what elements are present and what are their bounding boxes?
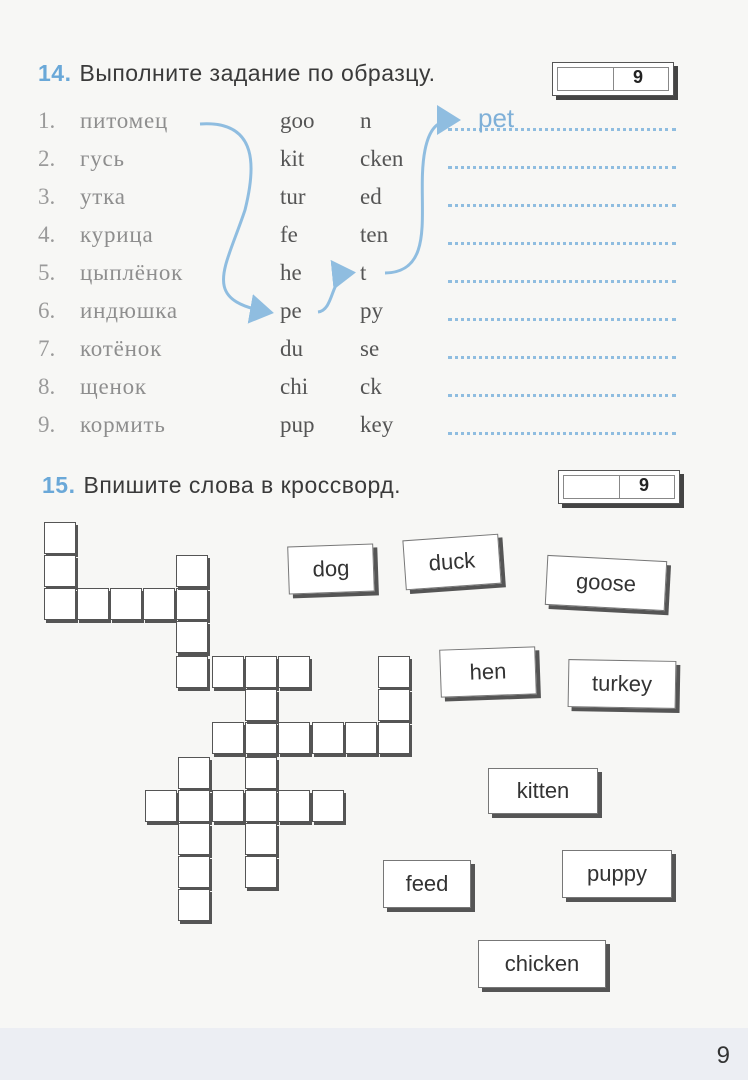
answer-line[interactable]	[448, 432, 676, 435]
crossword-cell[interactable]	[212, 656, 244, 688]
crossword-cell[interactable]	[44, 522, 76, 554]
row-number: 5.	[38, 260, 56, 285]
word-part-start: chi	[280, 374, 309, 399]
task14-row	[0, 184, 748, 222]
task14-row	[0, 298, 748, 336]
task14-heading	[38, 60, 436, 87]
crossword-cell[interactable]	[278, 656, 310, 688]
crossword-cell[interactable]	[245, 757, 277, 789]
word-part-start: tur	[280, 184, 306, 209]
crossword-cell[interactable]	[245, 656, 277, 688]
task15-score-box	[558, 470, 680, 504]
word-part-end: se	[360, 336, 380, 361]
crossword-cell[interactable]	[378, 722, 410, 754]
word-part-start: goo	[280, 108, 315, 133]
task14-row	[0, 260, 748, 298]
task14-row	[0, 222, 748, 260]
crossword-cell[interactable]	[178, 757, 210, 789]
crossword-cell[interactable]	[312, 790, 344, 822]
task14-row	[0, 412, 748, 450]
task15-number: 15.	[42, 472, 76, 498]
page-footer	[0, 1028, 748, 1080]
crossword-cell[interactable]	[378, 656, 410, 688]
crossword-cell[interactable]	[178, 889, 210, 921]
russian-word: цыплёнок	[80, 260, 184, 285]
word-card-dog: dog	[287, 544, 375, 595]
word-card-chicken: chicken	[478, 940, 606, 988]
word-part-end: cken	[360, 146, 404, 171]
crossword-cell[interactable]	[44, 588, 76, 620]
russian-word: гусь	[80, 146, 125, 171]
word-part-end: n	[360, 108, 372, 133]
row-number: 2.	[38, 146, 56, 171]
word-part-start: pe	[280, 298, 302, 323]
crossword-cell[interactable]	[245, 856, 277, 888]
crossword-cell[interactable]	[176, 621, 208, 653]
word-part-end: py	[360, 298, 383, 323]
crossword-cell[interactable]	[212, 722, 244, 754]
word-part-end: ck	[360, 374, 382, 399]
word-card-hen: hen	[439, 646, 537, 697]
crossword-cell[interactable]	[110, 588, 142, 620]
crossword-cell[interactable]	[278, 790, 310, 822]
russian-word: курица	[80, 222, 154, 247]
task14-row	[0, 146, 748, 184]
word-part-start: pup	[280, 412, 315, 437]
task15-instruction: Впишите слова в кроссворд.	[83, 472, 402, 498]
task14-number: 14.	[38, 60, 72, 86]
task14-score: 9	[633, 67, 644, 87]
answer-line[interactable]	[448, 204, 676, 207]
task14-row	[0, 108, 748, 146]
russian-word: питомец	[80, 108, 169, 133]
word-part-end: ten	[360, 222, 389, 247]
word-card-goose: goose	[545, 555, 667, 611]
russian-word: индюшка	[80, 298, 178, 323]
answer-line[interactable]	[448, 394, 676, 397]
answer-line[interactable]	[448, 242, 676, 245]
crossword-cell[interactable]	[176, 588, 208, 620]
russian-word: щенок	[80, 374, 147, 399]
row-number: 8.	[38, 374, 56, 399]
answer-line[interactable]	[448, 356, 676, 359]
task14-instruction: Выполните задание по образцу.	[79, 60, 436, 86]
russian-word: утка	[80, 184, 126, 209]
answer-line[interactable]	[448, 280, 676, 283]
russian-word: кормить	[80, 412, 166, 437]
crossword-cell[interactable]	[245, 722, 277, 754]
crossword-cell[interactable]	[143, 588, 175, 620]
word-card-turkey: turkey	[568, 659, 677, 709]
word-card-duck: duck	[402, 534, 501, 591]
row-number: 4.	[38, 222, 56, 247]
crossword-cell[interactable]	[77, 588, 109, 620]
word-card-kitten: kitten	[488, 768, 598, 814]
crossword-cell[interactable]	[178, 823, 210, 855]
row-number: 9.	[38, 412, 56, 437]
word-part-end: key	[360, 412, 394, 437]
word-part-end: t	[360, 260, 367, 285]
russian-word: котёнок	[80, 336, 163, 361]
word-part-start: du	[280, 336, 303, 361]
task14-row	[0, 374, 748, 412]
word-card-feed: feed	[383, 860, 471, 908]
row-number: 1.	[38, 108, 56, 133]
crossword-cell[interactable]	[312, 722, 344, 754]
word-part-start: fe	[280, 222, 298, 247]
page-number: 9	[716, 1042, 730, 1069]
crossword-cell[interactable]	[245, 689, 277, 721]
crossword-cell[interactable]	[378, 689, 410, 721]
crossword-cell[interactable]	[278, 722, 310, 754]
row-number: 7.	[38, 336, 56, 361]
answer-line[interactable]	[448, 318, 676, 321]
word-card-puppy: puppy	[562, 850, 672, 898]
task15-heading	[42, 472, 401, 499]
crossword-cell[interactable]	[345, 722, 377, 754]
crossword-cell[interactable]	[178, 856, 210, 888]
crossword-cell[interactable]	[212, 790, 244, 822]
task14-score-box	[552, 62, 674, 96]
word-part-start: kit	[280, 146, 305, 171]
crossword-cell[interactable]	[176, 555, 208, 587]
crossword-cell[interactable]	[245, 790, 277, 822]
example-answer: pet	[478, 103, 515, 133]
crossword-cell[interactable]	[176, 656, 208, 688]
row-number: 6.	[38, 298, 56, 323]
crossword-cell[interactable]	[44, 555, 76, 587]
task14-row	[0, 336, 748, 374]
word-part-end: ed	[360, 184, 382, 209]
task15-score: 9	[639, 475, 650, 495]
answer-line[interactable]	[448, 166, 676, 169]
word-part-start: he	[280, 260, 302, 285]
crossword-cell[interactable]	[145, 790, 177, 822]
crossword-cell[interactable]	[178, 790, 210, 822]
row-number: 3.	[38, 184, 56, 209]
crossword-cell[interactable]	[245, 823, 277, 855]
